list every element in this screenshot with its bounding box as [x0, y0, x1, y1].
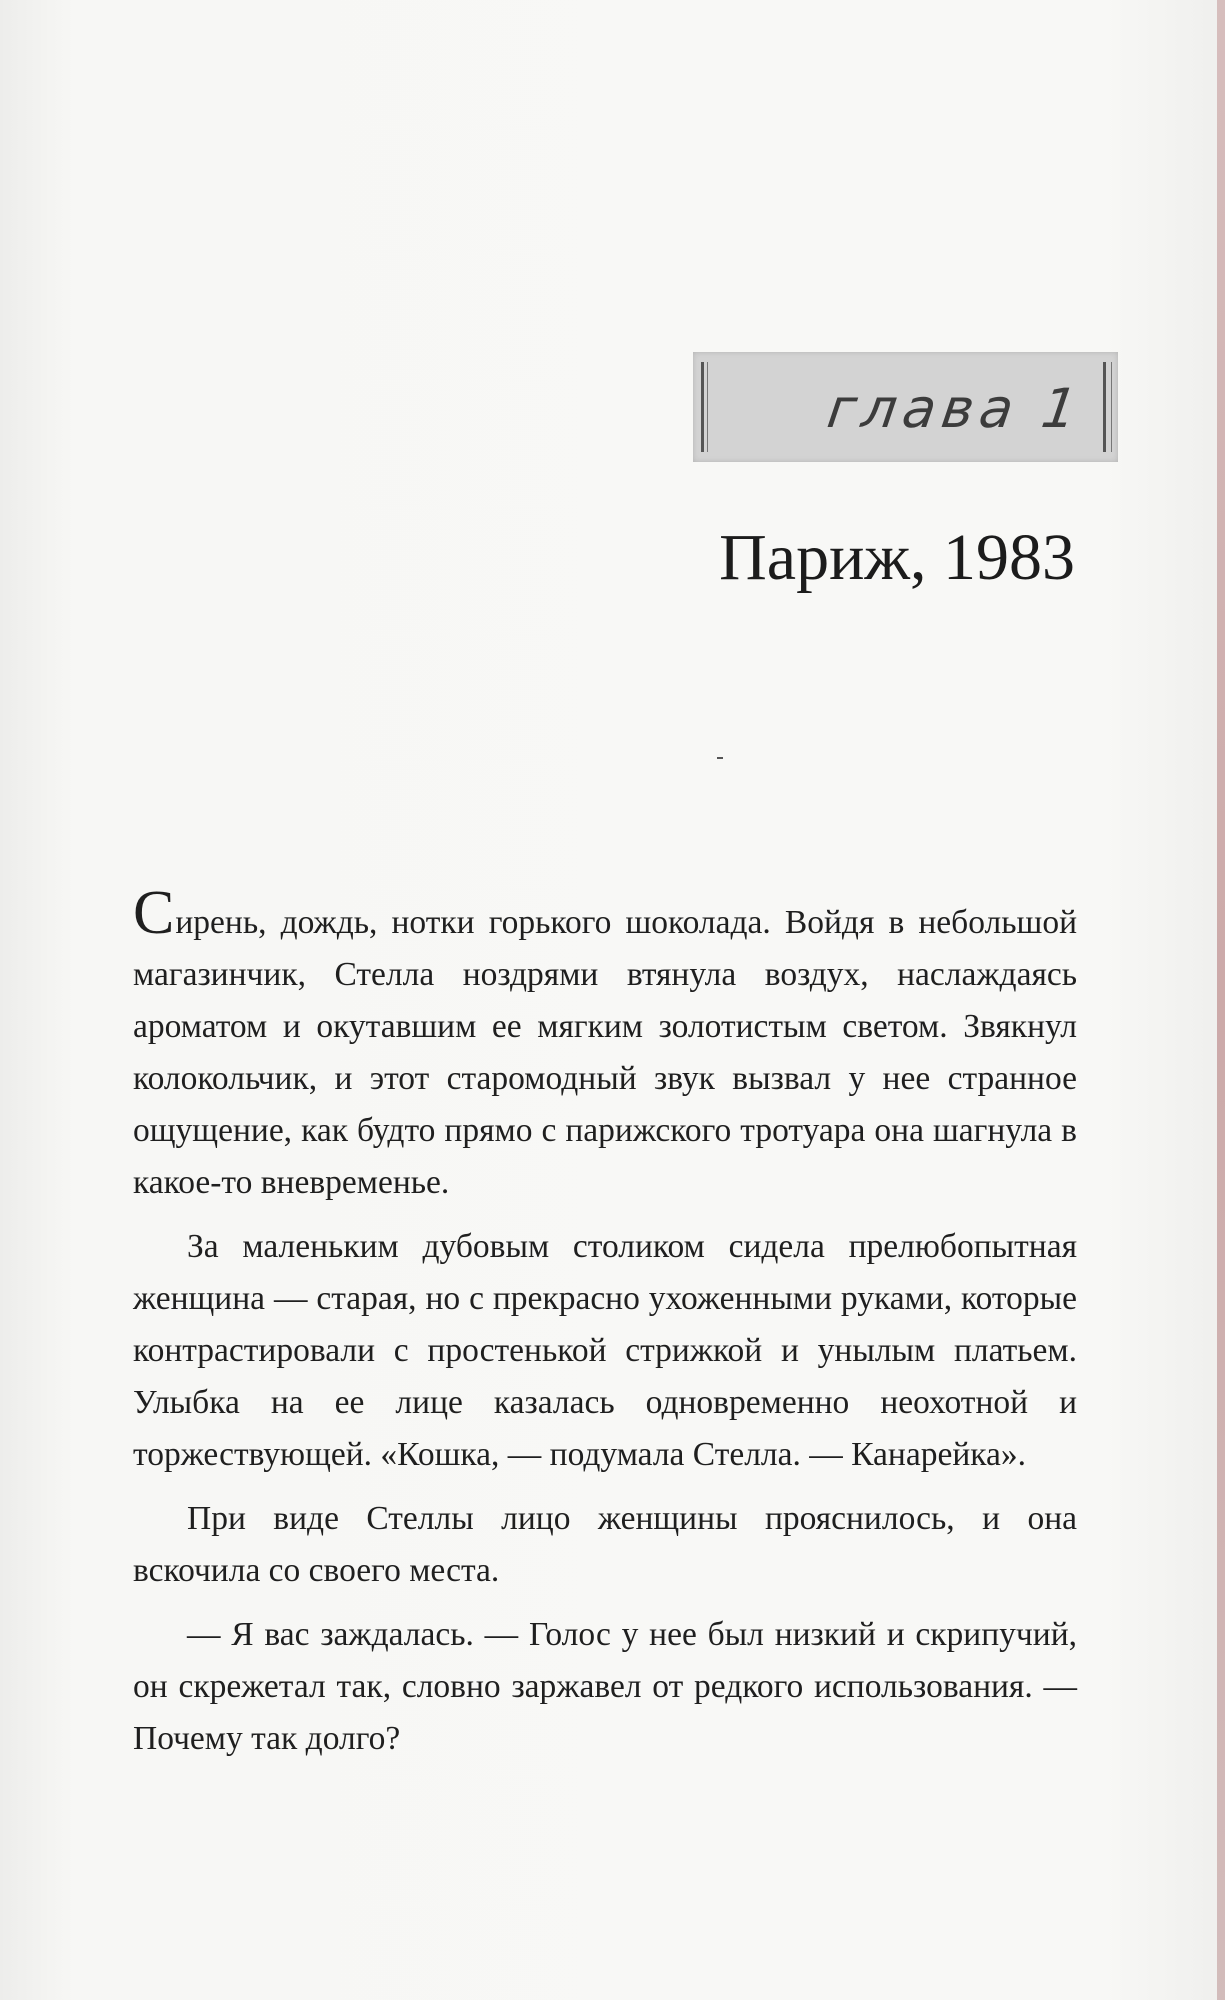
paragraph-1-text: ирень, дождь, нотки горького шоколада. Войдя в небольшой магазинчик, Стелла ноздрями втянула воздух, наслаждаясь ароматом и окутавшим ее мягким золотистым светом. Звякнул колокольчик, и этот старомодный звук вызвал у нее странное ощущение, как будто прямо с парижского тротуара она шагнула в какое-то вневременье.	[133, 904, 1077, 1201]
paragraph-4: — Я вас заждалась. — Голос у нее был низкий и скрипучий, он скрежетал так, словно заржавел от редкого использования. — Почему так долго?	[133, 1616, 1077, 1757]
chapter-label: глава 1	[823, 377, 1087, 440]
drop-cap: С	[133, 879, 175, 947]
decorative-mark	[717, 757, 723, 759]
paragraph-3: При виде Стеллы лицо женщины прояснилось, и она вскочила со своего места.	[133, 1500, 1077, 1589]
body-text	[133, 879, 1077, 1777]
page-edge	[1217, 0, 1225, 2000]
paragraph-2: За маленьким дубовым столиком сидела прелюбопытная женщина — старая, но с прекрасно ухоженными руками, которые контрастировали с простенькой стрижкой и унылым платьем. Улыбка на ее лице казалась одновременно неохотной и торжествующей. «Кошка, — подумала Стелла. — Канарейка».	[133, 1228, 1077, 1473]
chapter-label-box	[693, 352, 1118, 462]
paragraph-1	[133, 879, 1077, 1209]
chapter-title: Париж, 1983	[719, 521, 1075, 594]
